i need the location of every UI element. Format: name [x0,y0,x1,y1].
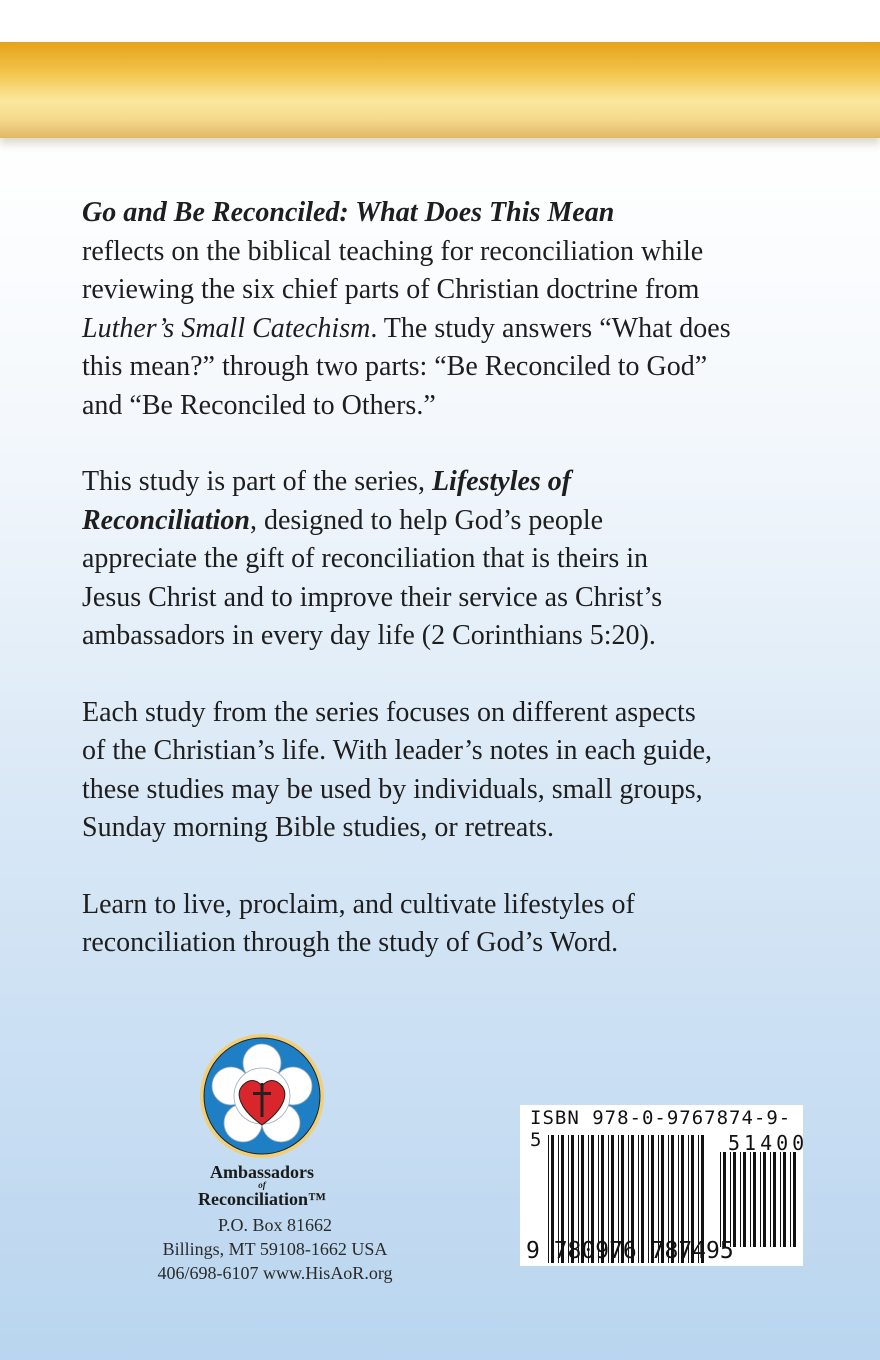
price-addon-code: 51400 [728,1131,809,1155]
address-city: Billings, MT 59108-1662 USA [162,1239,388,1259]
body-text: Jesus Christ and to improve their service as Christ’s [82,581,663,613]
paragraph [82,463,842,656]
ean-digits: 9 780976 787495 [526,1238,734,1264]
body-text: ambassadors in every day life (2 Corinthians 5:20). [82,620,656,651]
text-line [82,694,842,733]
barcode-bar [790,1152,791,1247]
text-line [82,233,842,272]
text-line [82,271,842,310]
body-text: reviewing the six chief parts of Christian doctrine from [82,274,700,305]
barcode-bar [760,1152,761,1247]
barcode-bar [753,1152,756,1247]
barcode-bar [780,1152,781,1247]
body-text: appreciate the gift of reconciliation that is theirs in [82,543,649,574]
body-text: these studies may be used by individuals, small groups, [82,773,703,805]
text-line [82,387,842,426]
text-line [82,463,842,502]
barcode-bar [720,1152,721,1247]
isbn-barcode [520,1105,809,1266]
publisher-name-line1: Ambassadors [209,1162,315,1182]
body-text: and “Be Reconciled to Others.” [82,389,436,421]
barcode-bar [770,1152,771,1247]
paragraph [82,886,842,963]
text-line [82,809,842,848]
address-phone-web: 406/698-6107 www.HisAoR.org [157,1263,393,1283]
luther-rose-logo [199,1033,325,1159]
body-text: reflects on the biblical teaching for reconciliation while [82,235,704,267]
barcode-bar [750,1152,751,1247]
barcode-bar [723,1152,726,1247]
barcode-bar [763,1152,766,1247]
text-line [82,194,842,233]
text-line [82,617,842,656]
barcode-bar [793,1152,796,1247]
paragraph [82,194,842,425]
barcode-bar [733,1152,736,1247]
publisher-name-of: of [258,1180,266,1190]
paragraph [82,694,842,848]
barcode-bar [783,1152,786,1247]
text-line [82,732,842,771]
body-text: reconciliation through the study of God’s Word. [82,927,619,958]
text-line [82,540,842,579]
text-line [82,348,842,387]
isbn-label: ISBN 978-0-9767874-9-5 [530,1107,792,1151]
address-po-box: P.O. Box 81662 [217,1215,333,1235]
barcode-bar [773,1152,776,1247]
text-line [82,310,842,349]
barcode-bar [743,1152,746,1247]
body-text: Learn to live, proclaim, and cultivate lifestyles of [82,888,635,920]
text-line [82,771,842,810]
gold-header-band [0,42,880,138]
body-text: . The study answers “What does [370,312,731,344]
body-text: Sunday morning Bible studies, or retreats. [82,812,555,843]
cover-description [82,194,842,1001]
title-text: Reconciliation [82,504,250,536]
text-line [82,502,842,541]
body-text: of the Christian’s life. With leader’s notes in each guide, [82,735,713,766]
publisher-address [110,1213,440,1285]
body-text: Each study from the series focuses on different aspects [82,696,696,728]
publisher-name-line2: Reconciliation™ [198,1189,326,1209]
title-text: Lifestyles of [431,466,572,497]
body-text: This study is part of the series, [82,466,432,497]
text-line [82,924,842,963]
body-text: this mean?” through two parts: “Be Reconciled to God” [82,351,708,382]
barcode-bar [740,1152,741,1247]
text-line [82,579,842,618]
publisher-name [150,1162,374,1209]
title-text: Go and Be Reconciled: What Does This Mean [82,197,615,228]
body-text: , designed to help God’s people [250,504,604,536]
italic-text: Luther’s Small Catechism [82,312,371,344]
text-line [82,886,842,925]
barcode-bar [730,1152,731,1247]
